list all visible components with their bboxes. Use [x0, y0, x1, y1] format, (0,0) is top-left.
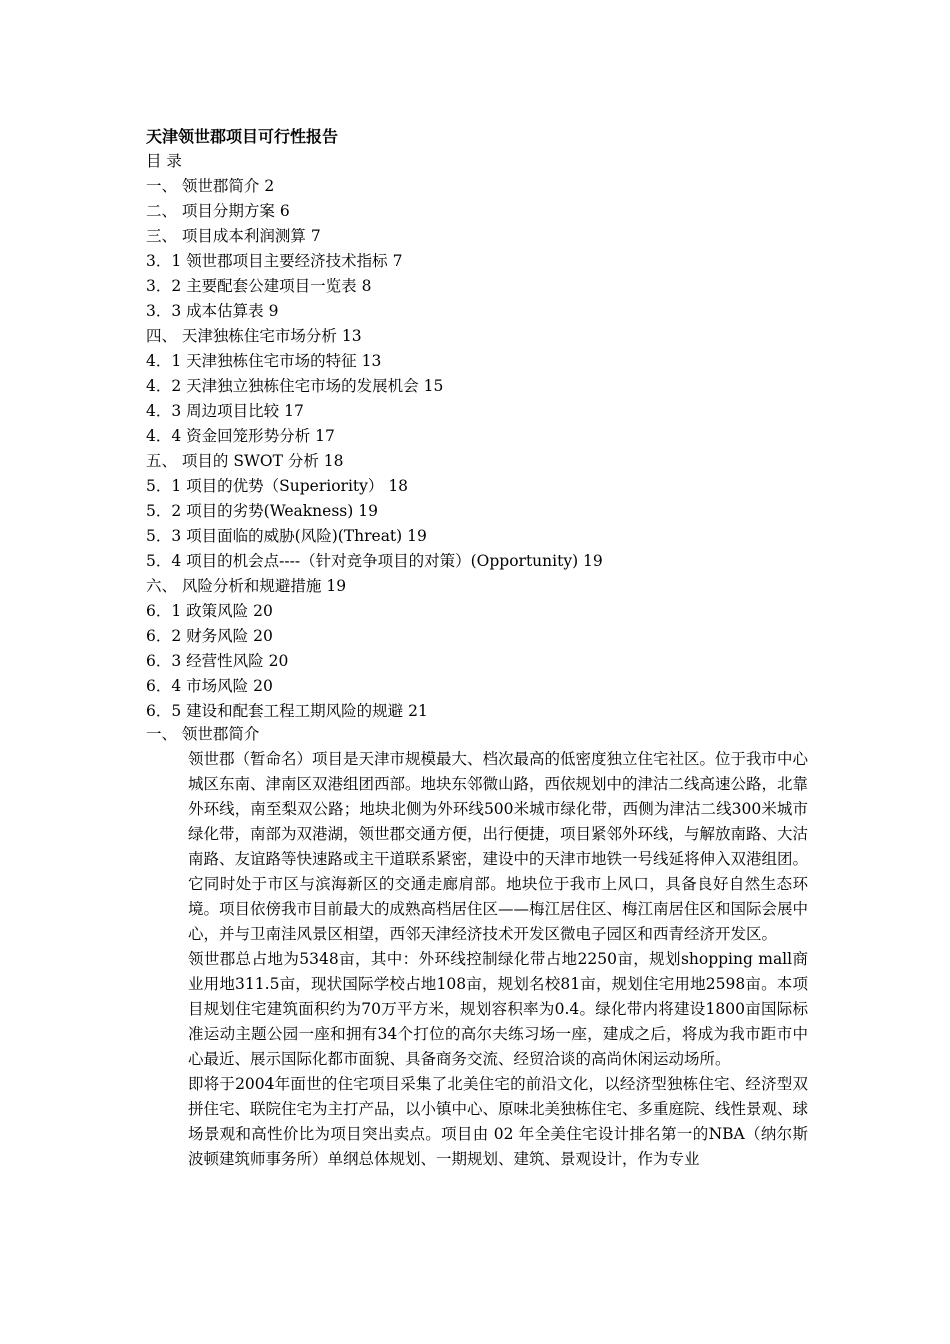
- toc-entry: 4．3 周边项目比较 17: [146, 402, 304, 420]
- toc-entry: 六、 风险分析和规避措施 19: [146, 577, 347, 595]
- toc-entry: 6．2 财务风险 20: [146, 627, 273, 645]
- body-paragraph: 领世郡（暂命名）项目是天津市规模最大、档次最高的低密度独立住宅社区。位于我市中心城区东南、津南区双港组团西部。地块东邻微山路，西依规划中的津沽二线高速公路，北靠外环线，南至梨双公路；地块北侧为外环线500米城市绿化带，西侧为津沽二线300米城市绿化带，南部为双港湖，领世郡交通方便，出行便捷，项目紧邻外环线，与解放南路、大沽南路、友谊路等快速路或主干道联系紧密，建设中的天津市地铁一号线延将伸入双港组团。它同时处于市区与滨海新区的交通走廊肩部。地块位于我市上风口，具备良好自然生态环境。项目依傍我市目前最大的成熟高档居住区——梅江居住区、梅江南居住区和国际会展中心，并与卫南洼风景区相望，西邻天津经济技术开发区微电子园区和西青经济开发区。: [188, 750, 809, 943]
- toc-entry: 6．4 市场风险 20: [146, 677, 273, 695]
- toc-entry: 5．1 项目的优势（Superiority） 18: [146, 477, 409, 495]
- toc-entry: 4．1 天津独栋住宅市场的特征 13: [146, 352, 382, 370]
- section-heading: 一、 领世郡简介: [146, 725, 260, 743]
- toc-entry: 6．1 政策风险 20: [146, 602, 273, 620]
- toc-entry: 4．2 天津独立独栋住宅市场的发展机会 15: [146, 377, 444, 395]
- toc-entry: 6．5 建设和配套工程工期风险的规避 21: [146, 702, 428, 720]
- toc-entry: 5．2 项目的劣势(Weakness) 19: [146, 502, 378, 520]
- toc-heading: 目 录: [146, 152, 182, 170]
- toc-entry: 3．1 领世郡项目主要经济技术指标 7: [146, 252, 403, 270]
- toc-entry: 3．3 成本估算表 9: [146, 302, 279, 320]
- toc-entry: 5．3 项目面临的威胁(风险)(Threat) 19: [146, 527, 427, 545]
- toc-entry: 二、 项目分期方案 6: [146, 202, 290, 220]
- toc-entry: 4．4 资金回笼形势分析 17: [146, 427, 335, 445]
- table-of-contents: [146, 149, 826, 724]
- toc-entry: 一、 领世郡简介 2: [146, 177, 275, 195]
- document-title: 天津领世郡项目可行性报告: [146, 127, 339, 146]
- body-paragraph: 即将于2004年面世的住宅项目采集了北美住宅的前沿文化，以经济型独栋住宅、经济型双拼住宅、联院住宅为主打产品，以小镇中心、原味北美独栋住宅、多重庭院、线性景观、球场景观和高性价比为项目突出卖点。项目由 02 年全美住宅设计排名第一的NBA（纳尔斯波顿建筑师事务所）单纲总体规划、一期规划、建筑、景观设计，作为专业: [188, 1075, 809, 1168]
- body-paragraph: 领世郡总占地为5348亩，其中：外环线控制绿化带占地2250亩，规划shopping mall商业用地311.5亩，现状国际学校占地108亩，规划名校81亩，规划住宅用地2598亩。本项目规划住宅建筑面积约为70万平方米，规划容积率为0.4。绿化带内将建设1800亩国际标准运动主题公园一座和拥有34个打位的高尔夫练习场一座，建成之后，将成为我市距市中心最近、展示国际化都市面貌、具备商务交流、经贸洽谈的高尚休闲运动场所。: [188, 950, 808, 1068]
- toc-entry: 6．3 经营性风险 20: [146, 652, 289, 670]
- toc-entry: 四、 天津独栋住宅市场分析 13: [146, 327, 362, 345]
- toc-entry: 5．4 项目的机会点----（针对竞争项目的对策）(Opportunity) 19: [146, 552, 603, 570]
- toc-entry: 三、 项目成本利润测算 7: [146, 227, 321, 245]
- toc-entry: 3．2 主要配套公建项目一览表 8: [146, 277, 372, 295]
- toc-entry: 五、 项目的 SWOT 分析 18: [146, 452, 344, 470]
- section-body: [188, 747, 808, 1172]
